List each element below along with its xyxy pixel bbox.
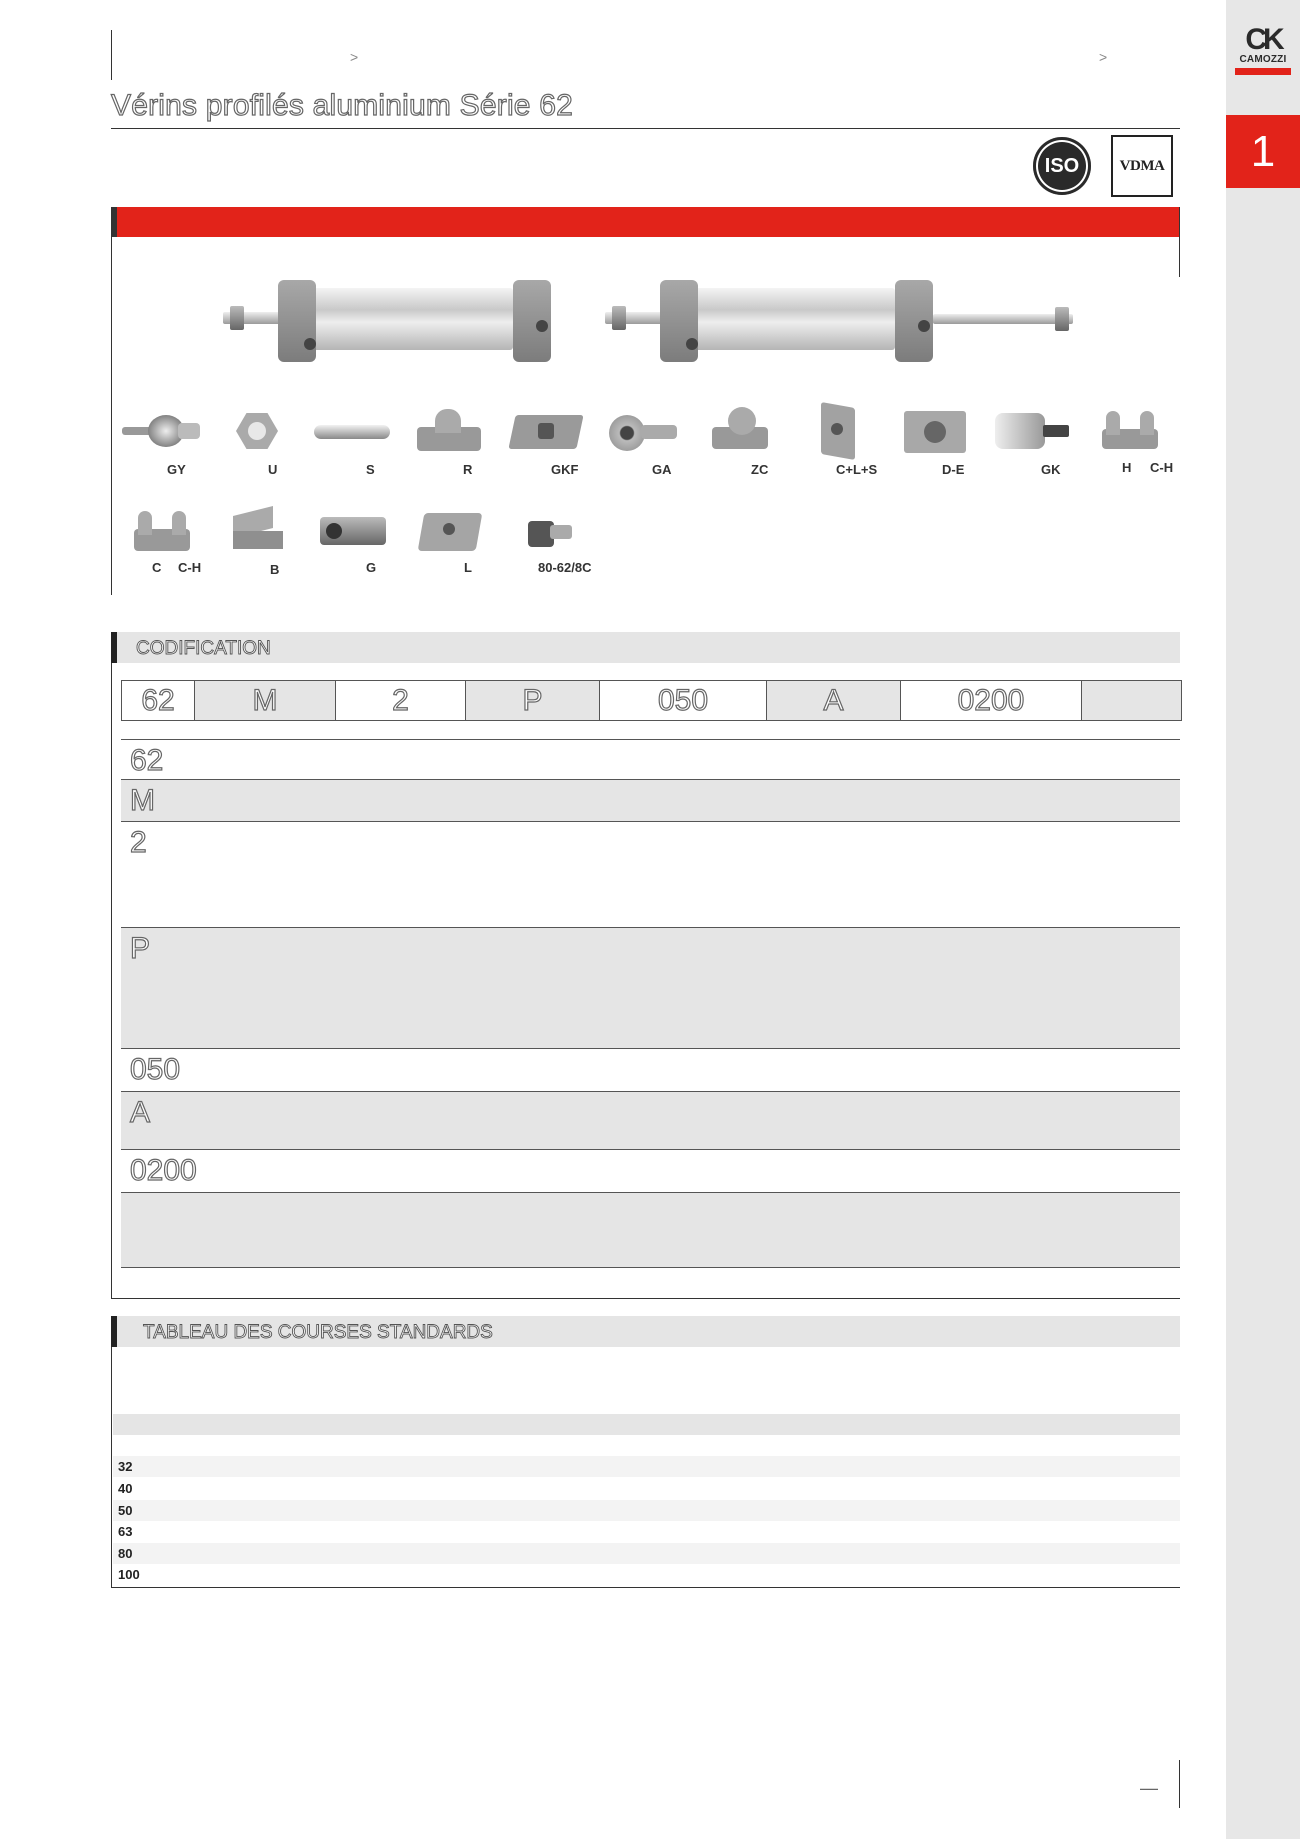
counter-hinge-icon — [1082, 405, 1178, 457]
definition-key: 2 — [130, 826, 147, 859]
rod-clevis-ball-icon — [118, 405, 214, 457]
accessory-clS[interactable] — [791, 405, 887, 457]
accessory-label-extra: C-H — [178, 560, 202, 575]
accessory-label: GKF — [551, 462, 579, 477]
definition-row — [121, 927, 1180, 1049]
logo-bar — [1235, 68, 1291, 75]
chapter-sidebar — [1226, 0, 1300, 1839]
definition-key: A — [130, 1096, 151, 1129]
accessory-r[interactable] — [403, 405, 499, 457]
product-red-bar — [111, 207, 1180, 237]
strokes-row — [113, 1543, 1180, 1564]
breadcrumb-sep-2: > — [1099, 49, 1108, 65]
header-rule-left — [111, 30, 112, 80]
accessory-label: GA — [652, 462, 672, 477]
accessory-label: H — [1122, 460, 1132, 475]
bore-value: 80 — [118, 1546, 133, 1561]
accessory-label: L — [464, 560, 472, 575]
accessory-c[interactable] — [112, 505, 208, 557]
foot-mount-icon — [403, 505, 499, 557]
accessory-b[interactable] — [209, 505, 305, 557]
definition-key: P — [130, 932, 151, 965]
accessory-label: G — [366, 560, 377, 575]
combined-bracket-icon — [791, 405, 887, 457]
connector-icon — [500, 505, 596, 557]
definition-key: 62 — [130, 744, 164, 777]
rod-eye-icon — [597, 405, 693, 457]
codification-heading — [111, 632, 1180, 663]
page-number-dash: — — [1140, 1778, 1158, 1798]
strokes-row — [113, 1500, 1180, 1521]
cylinder-image-retracted — [218, 278, 563, 368]
bore-value: 50 — [118, 1503, 133, 1518]
accessory-zc[interactable] — [694, 405, 790, 457]
code-cell: P — [466, 681, 600, 720]
accessory-label: B — [270, 562, 280, 577]
camozzi-logo — [1226, 23, 1300, 76]
definition-key: 050 — [130, 1053, 181, 1086]
strokes-row — [113, 1564, 1180, 1585]
code-cell: 62 — [122, 681, 195, 720]
trunnion-bracket-icon — [694, 405, 790, 457]
accessory-label-extra: C-H — [1150, 460, 1174, 475]
accessory-gy[interactable] — [118, 405, 214, 457]
definition-row — [121, 821, 1180, 928]
self-aligning-coupling-icon — [985, 405, 1081, 457]
code-cell: 0200 — [901, 681, 1082, 720]
codification-frame-bottom — [111, 1298, 1180, 1299]
code-cell — [1082, 681, 1181, 720]
codification-title: CODIFICATION — [136, 638, 271, 659]
definition-row — [121, 1149, 1180, 1193]
strokes-frame-left — [111, 1347, 112, 1587]
logo-word: CAMOZZI — [1239, 54, 1287, 65]
definition-row — [121, 779, 1180, 822]
plate-mount-icon — [500, 405, 596, 457]
footer-rule — [1179, 1760, 1180, 1808]
breadcrumb-sep-1: > — [350, 49, 359, 65]
accessory-gkf[interactable] — [500, 405, 596, 457]
chapter-tab[interactable]: 1 — [1226, 115, 1300, 188]
bore-value: 32 — [118, 1459, 133, 1474]
hex-nut-icon — [209, 405, 305, 457]
vdma-badge: VDMA — [1111, 135, 1173, 197]
code-cell: A — [767, 681, 901, 720]
strokes-header-band — [113, 1414, 1180, 1435]
accessory-label: ZC — [751, 462, 769, 477]
accessory-label: R — [463, 462, 473, 477]
accessory-h[interactable] — [1082, 405, 1178, 457]
strokes-heading — [111, 1316, 1180, 1347]
hinge-bracket-icon — [112, 505, 208, 557]
bore-value: 40 — [118, 1481, 133, 1496]
strokes-row — [113, 1478, 1180, 1499]
definition-row — [121, 1091, 1180, 1150]
fork-clevis-icon — [306, 505, 402, 557]
accessory-label: 80-62/8C — [538, 560, 592, 575]
accessory-g[interactable] — [306, 505, 402, 557]
accessory-de[interactable] — [888, 405, 984, 457]
page-title: Vérins profilés aluminium Série 62 — [111, 89, 574, 122]
accessory-label: C — [152, 560, 162, 575]
code-cell: 050 — [600, 681, 767, 720]
strokes-title: TABLEAU DES COURSES STANDARDS — [143, 1322, 493, 1343]
accessory-label: GK — [1041, 462, 1061, 477]
accessory-l[interactable] — [403, 505, 499, 557]
code-example-row — [121, 680, 1182, 721]
definition-key: M — [130, 784, 155, 817]
code-cell: 2 — [336, 681, 466, 720]
codification-frame-left — [111, 663, 112, 1299]
logo-mark: CK — [1245, 23, 1281, 56]
iso-badge: ISO — [1033, 137, 1091, 195]
strokes-frame-bottom — [111, 1587, 1180, 1588]
accessory-label: S — [366, 462, 375, 477]
accessory-gk[interactable] — [985, 405, 1081, 457]
accessory-ga[interactable] — [597, 405, 693, 457]
accessory-label: C+L+S — [836, 462, 878, 477]
accessory-s[interactable] — [306, 405, 402, 457]
cylinder-image-extended — [600, 278, 1085, 368]
strokes-row — [113, 1456, 1180, 1477]
bore-value: 63 — [118, 1524, 133, 1539]
product-frame-right — [1179, 207, 1180, 277]
flange-icon — [888, 405, 984, 457]
definition-row — [121, 1048, 1180, 1092]
title-underline — [111, 128, 1180, 129]
bore-value: 100 — [118, 1567, 140, 1582]
definition-row — [121, 739, 1180, 780]
accessory-label: GY — [167, 462, 186, 477]
definition-row — [121, 1192, 1180, 1268]
angle-bracket-icon — [209, 505, 305, 557]
accessory-u[interactable] — [209, 405, 305, 457]
strokes-row — [113, 1521, 1180, 1542]
accessory-80-62-8c[interactable] — [500, 505, 596, 557]
accessory-label: U — [268, 462, 278, 477]
code-cell: M — [195, 681, 336, 720]
rear-hinge-icon — [403, 405, 499, 457]
definition-key: 0200 — [130, 1154, 197, 1187]
accessory-label: D-E — [942, 462, 965, 477]
pin-icon — [306, 405, 402, 457]
